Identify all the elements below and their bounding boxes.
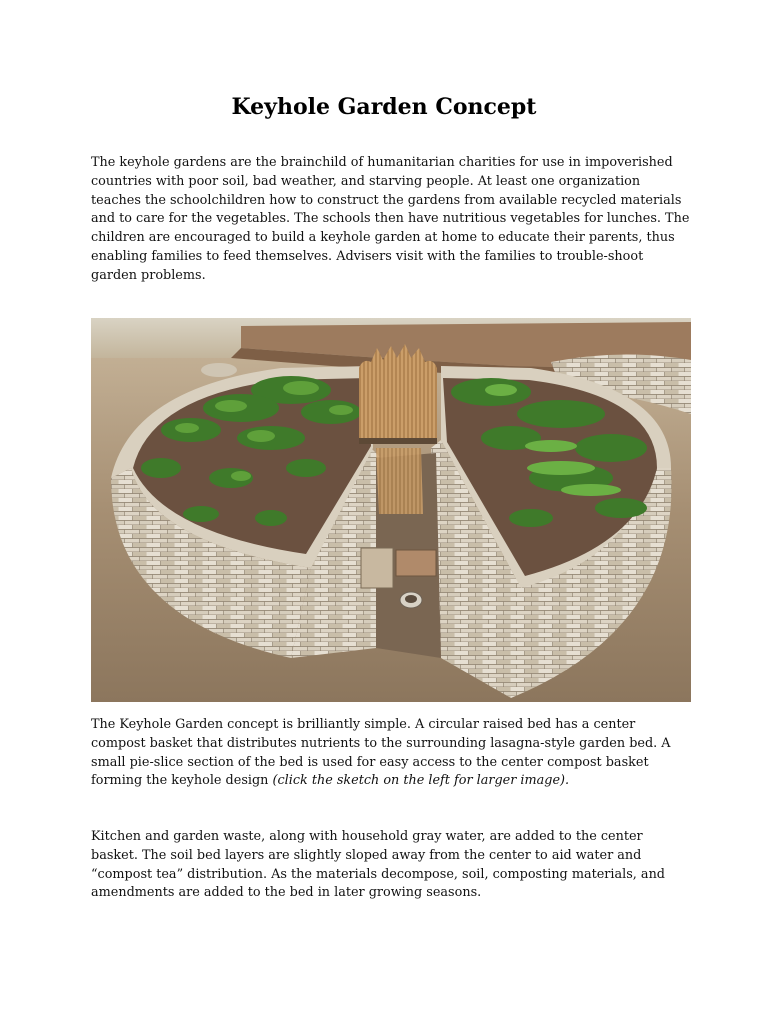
page-title: Keyhole Garden Concept	[231, 94, 537, 120]
intro-paragraph: The keyhole gardens are the brainchild of humanitarian charities for use in impoverished countries with poor soil, bad weather, and starving people. At least one organization teaches the schoolchildren how to construct the gardens from available recycled materials and to care for the vegetables. The schools then have nutritious vegetables for lunches. The children are encouraged to build a keyhole garden at home to educate their parents, thus enabling families to feed themselves. Advisers visit with the families to trouble-shoot garden problems.	[91, 155, 690, 283]
concept-text: The Keyhole Garden concept is brilliantly simple. A circular raised bed has a center compost basket that distributes nutrients to the surrounding lasagna-style garden bed. A small pie-slice section of the bed is used for easy access to the center compost basket forming the keyhole design	[91, 717, 671, 789]
concept-paragraph	[91, 716, 691, 791]
waste-paragraph: Kitchen and garden waste, along with household gray water, are added to the center basket. The soil bed layers are slightly sloped away from the center to aid water and “compost tea” distribution. As the materials decompose, soil, composting materials, and amendments are added to the bed in later growing seasons.	[91, 829, 665, 901]
keyhole-garden-photo	[91, 318, 691, 702]
sketch-note: (click the sketch on the left for larger image).	[272, 773, 570, 789]
